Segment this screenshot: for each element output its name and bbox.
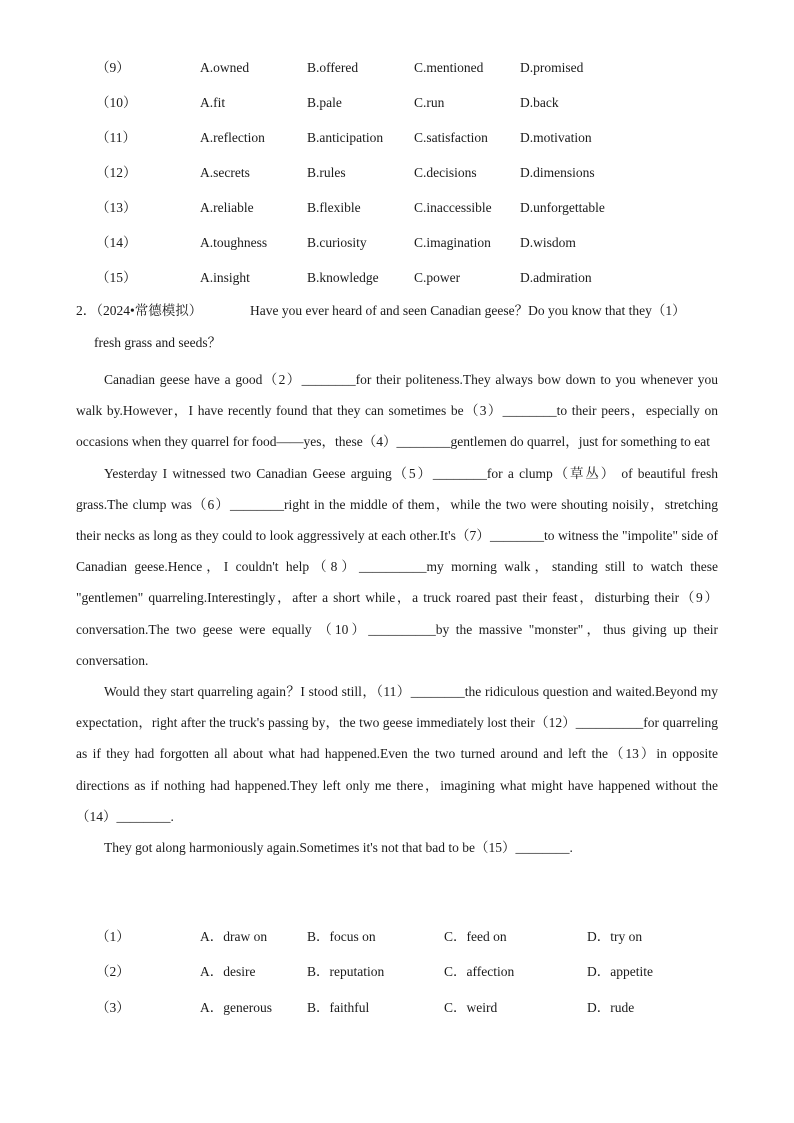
option-c: C.power [414, 270, 461, 285]
question-number: （13） [96, 200, 137, 215]
option-d: D．appetite [587, 964, 653, 979]
option-b: B.anticipation [307, 130, 384, 145]
option-d: D.wisdom [520, 235, 576, 250]
option-d: D．rude [587, 1000, 635, 1015]
option-row-1 [0, 927, 794, 947]
option-a: A.insight [200, 270, 250, 285]
option-d: D.admiration [520, 270, 592, 285]
option-b: B.pale [307, 95, 342, 110]
option-c: C.inaccessible [414, 200, 492, 215]
passage-paragraph: Would they start quarreling again？I stood still，（11）________the ridiculous question and waited.Beyond my expectation，right after the truck's passing by，the two geese immediately lost their（12）__________for quarreling as if they had forgotten all about what had happened.Even the two turned around and left the（13）in opposite directions as if nothing had happened.They left only me there，imagining what might have happened without the（14）________. [76, 684, 718, 824]
option-b: B．faithful [307, 1000, 370, 1015]
question-number: （12） [96, 165, 137, 180]
question-source: 2．（2024•常德模拟） [76, 303, 203, 318]
option-b: B.rules [307, 165, 346, 180]
passage-paragraph: Canadian geese have a good（2）________for their politeness.They always bow down to you whenever you walk by.However，I have recently found that they can sometimes be（3）________to their peers，especially on occasions when they quarrel for food——yes，these（4）________gentlemen do quarrel，just for something to eat [76, 372, 718, 450]
option-row-2 [0, 962, 794, 982]
question-number: （14） [96, 235, 137, 250]
option-c: C．weird [444, 1000, 498, 1015]
option-d: D.motivation [520, 130, 592, 145]
option-c: C.mentioned [414, 60, 484, 75]
question-number: （15） [96, 270, 137, 285]
option-d: D．try on [587, 929, 643, 944]
option-d: D.unforgettable [520, 200, 605, 215]
question-number: （9） [96, 60, 130, 75]
reading-passage [76, 364, 718, 863]
option-a: A.secrets [200, 165, 250, 180]
option-d: D.back [520, 95, 559, 110]
option-b: B.curiosity [307, 235, 367, 250]
option-row-10 [0, 93, 794, 113]
option-b: B．reputation [307, 964, 385, 979]
option-c: C．feed on [444, 929, 507, 944]
question-number: （1） [96, 929, 130, 944]
option-d: D.promised [520, 60, 584, 75]
option-a: A.reliable [200, 200, 254, 215]
option-a: A.reflection [200, 130, 265, 145]
option-row-12 [0, 163, 794, 183]
option-c: C.imagination [414, 235, 491, 250]
option-a: A．desire [200, 964, 256, 979]
option-a: A．generous [200, 1000, 272, 1015]
option-c: C.satisfaction [414, 130, 488, 145]
question-number: （10） [96, 95, 137, 110]
option-a: A.fit [200, 95, 226, 110]
option-row-13 [0, 198, 794, 218]
question-intro: Have you ever heard of and seen Canadian geese？Do you know that they（1） [250, 303, 686, 318]
question-number: （3） [96, 1000, 130, 1015]
option-row-14 [0, 233, 794, 253]
option-b: B.knowledge [307, 270, 379, 285]
option-c: C.run [414, 95, 445, 110]
option-b: B．focus on [307, 929, 376, 944]
option-row-3 [0, 998, 794, 1018]
passage-paragraph: They got along harmoniously again.Sometimes it's not that bad to be（15）________. [104, 840, 573, 856]
option-d: D.dimensions [520, 165, 595, 180]
option-b: B.flexible [307, 200, 361, 215]
question-heading [76, 301, 726, 321]
option-a: A．draw on [200, 929, 268, 944]
passage-paragraph: Yesterday I witnessed two Canadian Geese arguing（5）________for a clump（草丛） of beautiful fresh grass.The clump was（6）________right in the middle of them，while the two were shouting noisily，stretching their necks as long as they could to look aggressively at each other.It's（7）________to witness the "impolite" side of Canadian geese.Hence，I couldn't help（8）__________my morning walk，standing still to watch these "gentlemen" quarreling.Interestingly，after a short while，a truck roared past their feast，disturbing their（9）conversation.The two geese were equally （10）__________by the massive "monster"，thus giving up their conversation. [76, 465, 718, 668]
option-row-15 [0, 268, 794, 288]
question-intro-continued: fresh grass and seeds？ [94, 335, 222, 350]
option-a: A.owned [200, 60, 250, 75]
option-c: C．affection [444, 964, 515, 979]
question-number: （2） [96, 964, 130, 979]
option-row-11 [0, 128, 794, 148]
option-b: B.offered [307, 60, 359, 75]
option-c: C.decisions [414, 165, 477, 180]
option-row-9 [0, 58, 794, 78]
option-a: A.toughness [200, 235, 268, 250]
question-number: （11） [96, 130, 136, 145]
